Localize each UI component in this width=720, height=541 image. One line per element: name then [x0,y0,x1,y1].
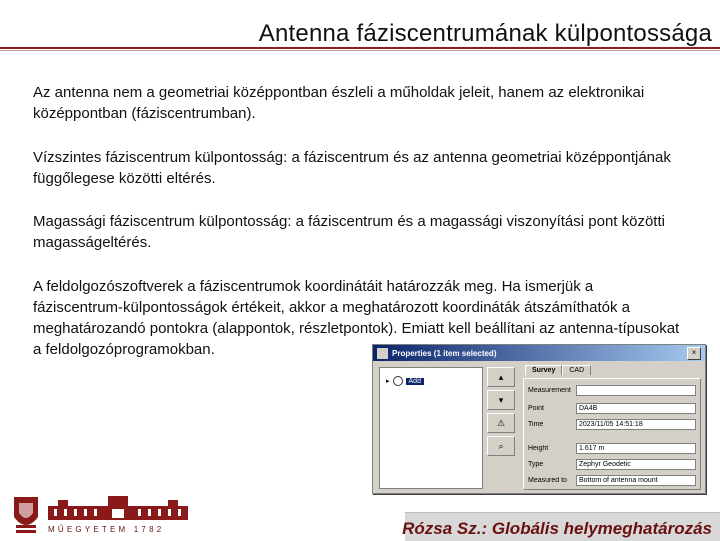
paragraph-3: Magassági fáziscentrum külpontosság: a fáziscentrum és a magassági viszonyítási pont közötti magasságeltérés. [33,213,665,251]
dialog-app-icon [377,348,388,359]
field-label: Measured to [528,477,567,484]
expand-icon[interactable]: ▸ [386,378,390,385]
field-label: Type [528,461,544,468]
item-tree[interactable] [379,367,483,489]
field-label: Time [528,421,544,428]
search-icon[interactable]: ⌕ [487,436,515,456]
dialog-tabs [525,365,591,375]
field-value[interactable]: Bottom of antenna mount [576,475,696,486]
field-value[interactable]: 2023/11/05 14:51:18 [576,419,696,430]
field-row [528,403,696,414]
properties-panel [523,378,701,490]
footer-text: Rózsa Sz.: Globális helymeghatározás [402,519,712,538]
properties-dialog [372,344,706,494]
toolbar-column [487,367,517,459]
institution-name: MŰEGYETEM 1782 [48,525,165,534]
field-label: Height [528,445,549,452]
field-row [528,419,696,430]
field-row [528,443,696,454]
building-logo-icon [48,494,188,522]
title-divider [0,47,720,49]
warning-icon[interactable]: ⚠ [487,413,515,433]
dialog-title: Properties (1 item selected) [392,348,497,358]
field-row [528,475,696,486]
node-icon [393,376,403,386]
paragraph-2: Vízszintes fáziscentrum külpontosság: a fáziscentrum és az antenna geometriai középpontjának függőlegese közötti eltérés. [33,149,671,187]
field-label: Measurement [528,387,571,394]
paragraph-1: Az antenna nem a geometriai középpontban észleli a műholdak jeleit, hanem az elektronikai középpontban (fáziscentrumban). [33,84,645,122]
field-value[interactable] [576,385,696,396]
field-label: Point [528,405,544,412]
field-value[interactable]: DA4B [576,403,696,414]
tree-item[interactable] [386,376,424,386]
dialog-titlebar[interactable] [373,345,705,361]
paragraph-4: A feldolgozószoftverek a fáziscentrumok koordinátáit határozzák meg. Ha ismerjük a fáziscentrum-külpontosságok értékeit, akkor a meghatározott koordináták átszámíthatók a meghatározandó pontokra (alappontok, részletpontok). Emiatt kell beállítani az antenna-típusokat a feldolgozóprogramokban. [33,278,680,358]
title-divider-secondary [0,50,720,51]
tab-cad[interactable]: CAD [562,365,591,375]
up-arrow-icon[interactable]: ▴ [487,367,515,387]
field-row [528,459,696,470]
field-row [528,385,696,396]
tab-survey[interactable]: Survey [525,365,562,375]
down-arrow-icon[interactable]: ▾ [487,390,515,410]
field-value[interactable]: 1.617 m [576,443,696,454]
tree-item-label: Add [406,378,424,385]
field-value[interactable]: Zephyr Geodetic [576,459,696,470]
slide-title: Antenna fáziscentrumának külpontossága [258,20,712,47]
close-button[interactable]: × [687,347,701,360]
